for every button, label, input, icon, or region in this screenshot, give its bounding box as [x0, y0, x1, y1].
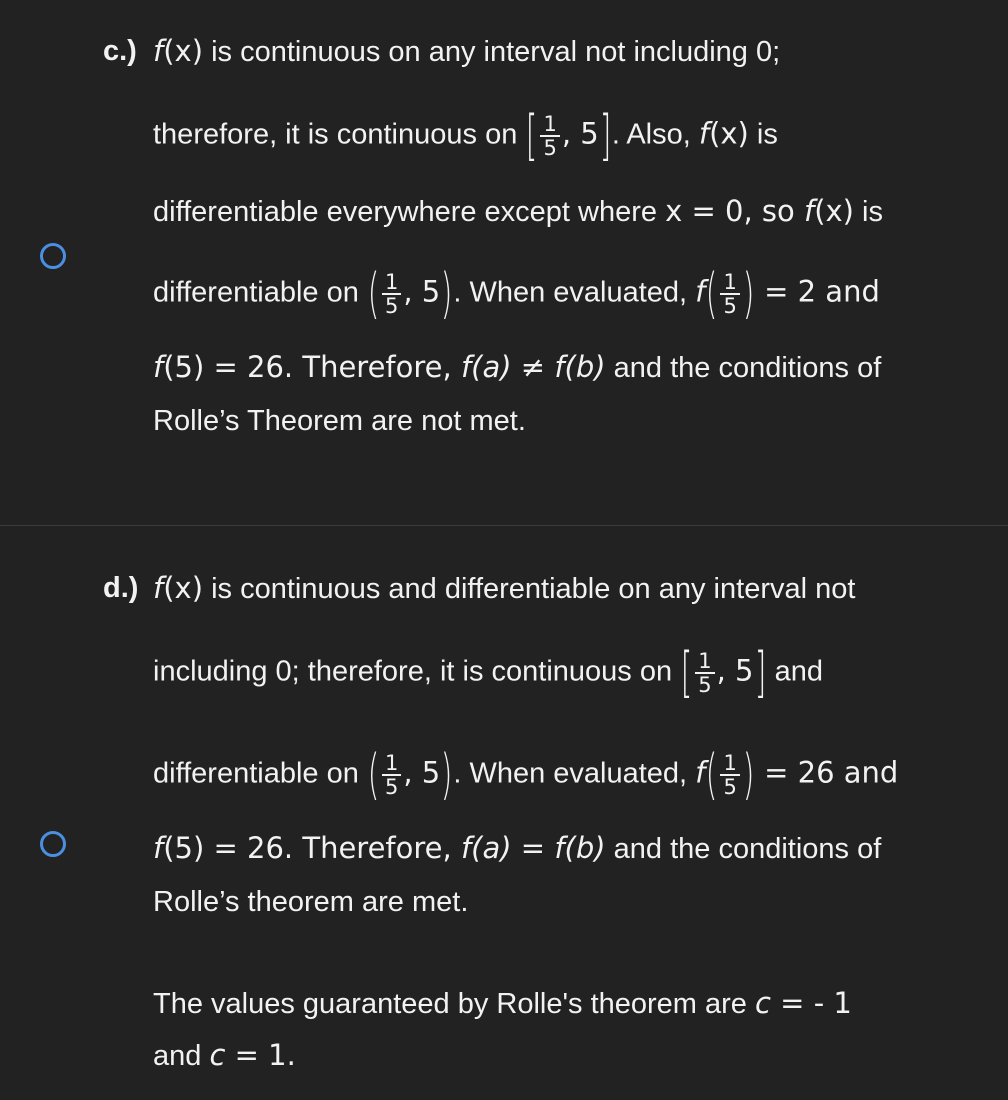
option-c-line-5: f(5) = 26. Therefore, f(a) ≠ f(b) and the conditions of [153, 350, 882, 384]
option-c-line-2: therefore, it is continuous on [ $\frac{1}{5}$ , 5]. Also, f(x) is [153, 104, 778, 167]
rolle-values-line-2: and c = 1. [153, 1038, 296, 1072]
option-c-radio[interactable] [40, 243, 66, 269]
option-d-line-4: f(5) = 26. Therefore, f(a) = f(b) and the conditions of [153, 831, 882, 865]
option-c-line-4: differentiable on ( $\frac{1}{5}$ , 5). When evaluated, f( $\frac{1}{5}$ ) = 2 and [153, 262, 880, 325]
option-c-line-3: differentiable everywhere except where x = 0, so f(x) is [153, 194, 883, 228]
option-d-label: d.) [103, 572, 139, 604]
fraction: $\frac{1}{5}$ [540, 113, 559, 159]
rolle-values-line: The values guaranteed by Rolle's theorem are c = - 1 [153, 986, 852, 1020]
option-c-line-6: Rolle’s Theorem are not met. [153, 405, 526, 437]
option-d-line-1: f(x) is continuous and differentiable on any interval not [153, 571, 856, 605]
option-d-line-3: differentiable on ( $\frac{1}{5}$ , 5). When evaluated, f( $\frac{1}{5}$ ) = 26 and [153, 743, 899, 806]
option-d-radio[interactable] [40, 831, 66, 857]
option-c-label: c.) [103, 35, 137, 67]
option-d-line-2: including 0; therefore, it is continuous on [ $\frac{1}{5}$ , 5] and [153, 641, 824, 704]
option-c-line-1: f(x) is continuous on any interval not including 0; [153, 34, 781, 68]
option-d-line-5: Rolle’s theorem are met. [153, 886, 469, 918]
divider [0, 525, 1008, 526]
